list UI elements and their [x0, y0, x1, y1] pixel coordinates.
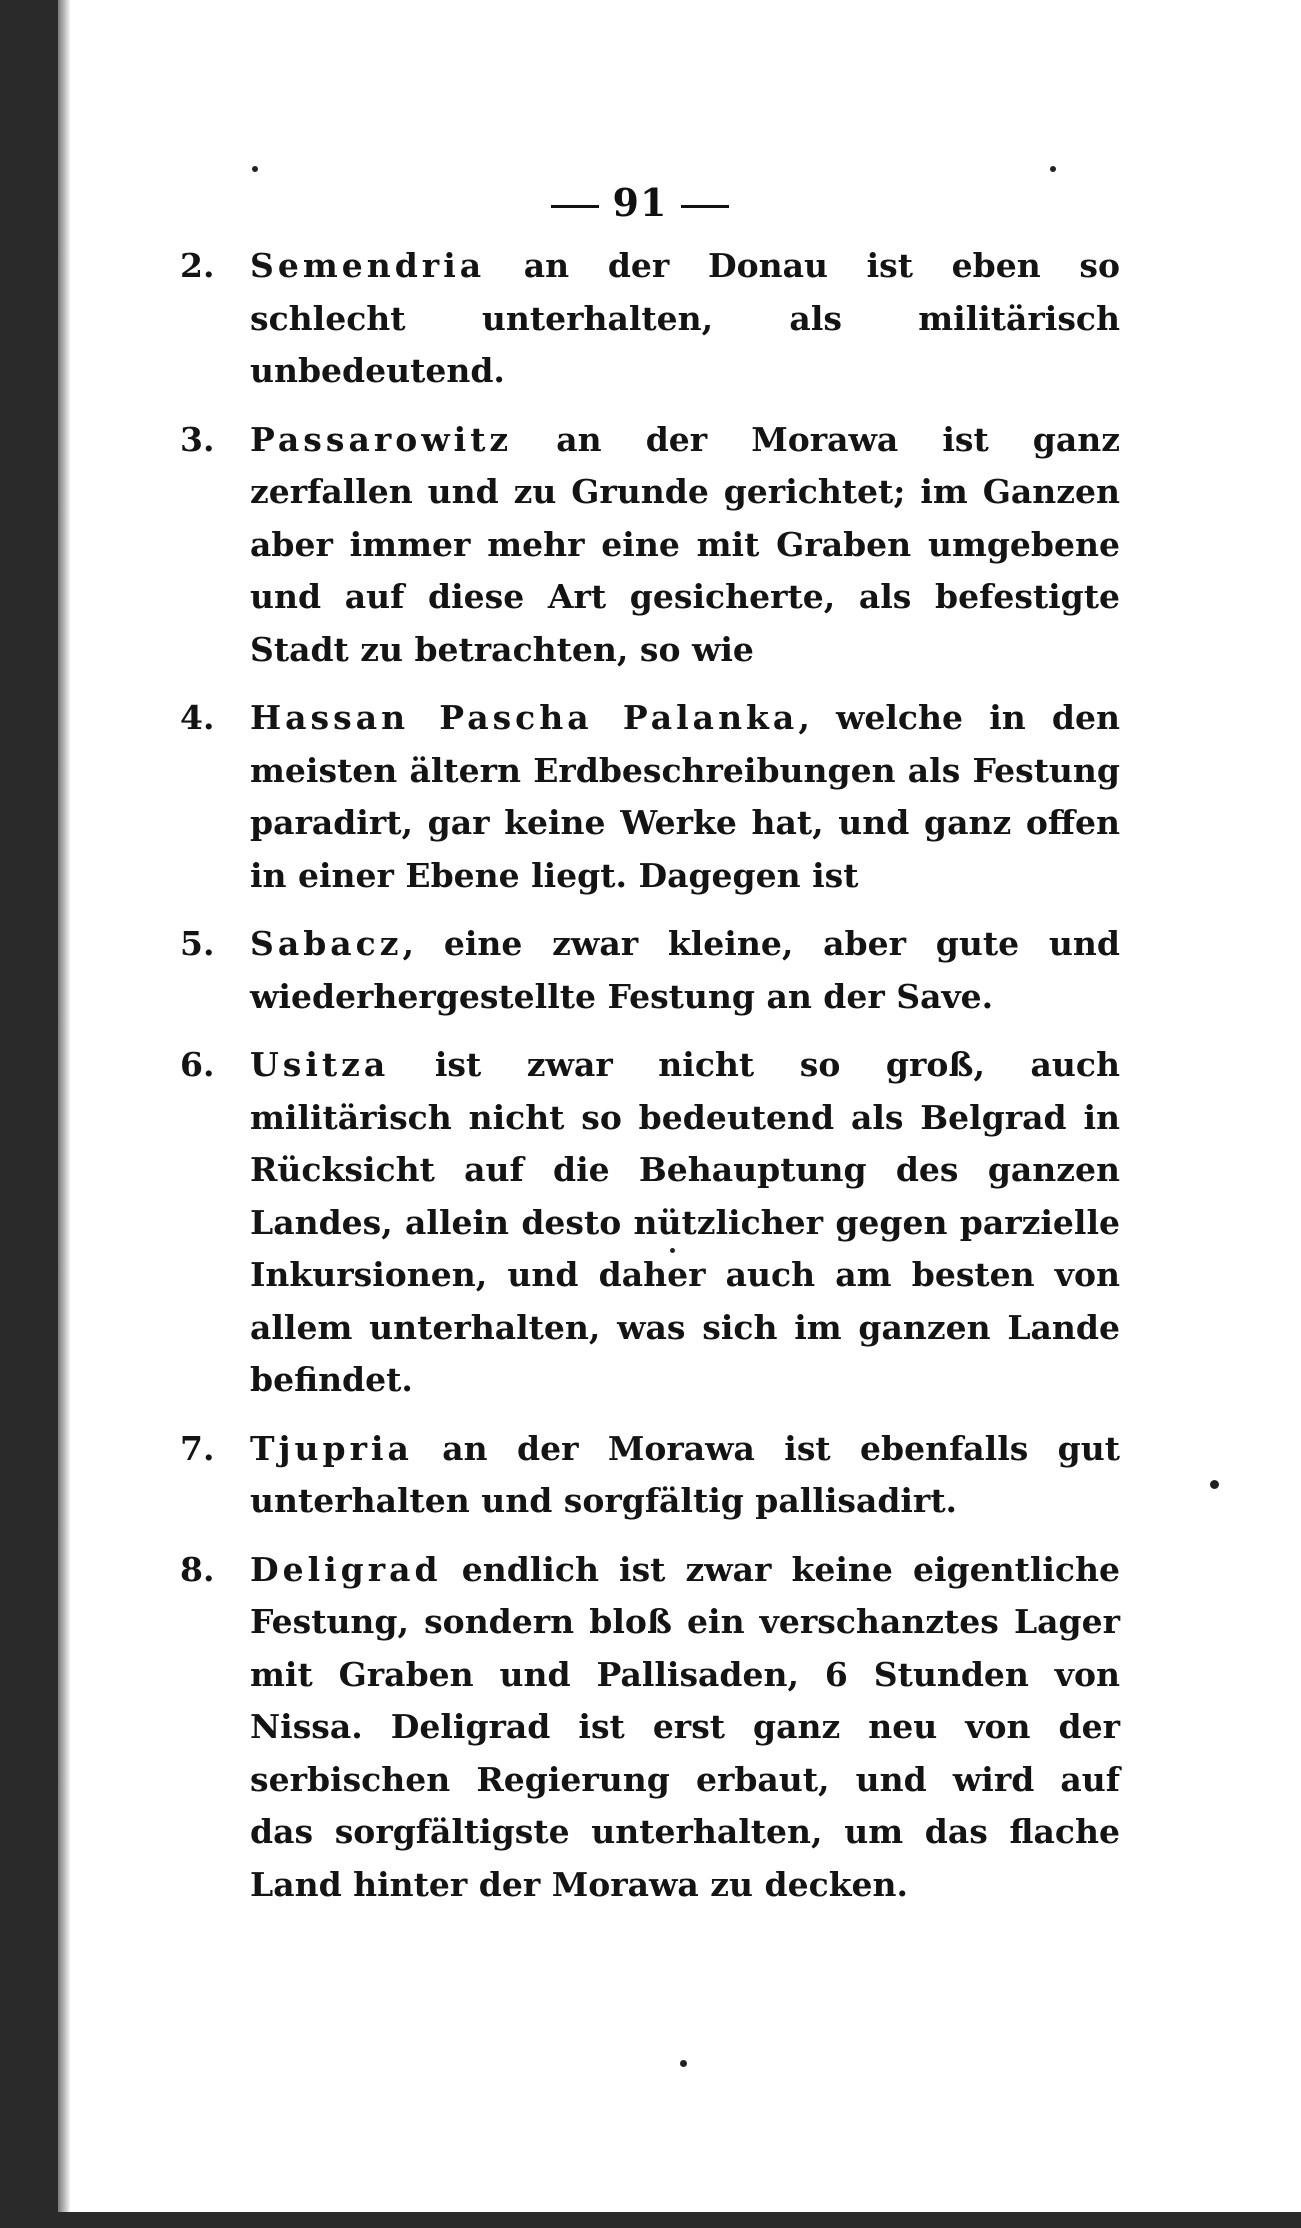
scan-speck [1210, 1480, 1219, 1489]
page-number-right-rule [681, 205, 729, 208]
place-name: Hassan Pascha Palanka [250, 698, 799, 737]
list-item [180, 240, 1120, 398]
item-number: 4. [180, 698, 215, 737]
page-number [520, 180, 760, 225]
fortress-list [180, 240, 1120, 1927]
list-item [180, 414, 1120, 677]
list-item [180, 692, 1120, 902]
scan-speck [252, 166, 258, 172]
place-name: Tjupria [250, 1428, 413, 1468]
item-text: , eine zwar kleine, aber gute und wiederhergestellte Festung an der Save. [250, 924, 1120, 1016]
place-name: Passarowitz [250, 419, 513, 459]
item-text: an der Morawa ist ebenfalls gut unterhalten und sorgfältig pallisadirt. [250, 1428, 1120, 1520]
place-name: Deligrad [250, 1549, 442, 1589]
page-number-text: 91 [612, 180, 668, 225]
bottom-scan-edge [0, 2212, 1301, 2228]
item-text: , welche in den meisten ältern Erdbeschreibungen als Festung paradirt, gar keine Werke hat, und ganz offen in einer Ebene liegt. Dagegen ist [250, 698, 1120, 895]
place-name: Sabacz [250, 924, 403, 963]
item-text: an der Morawa ist ganz zerfallen und zu Grunde gerichtet; im Ganzen aber immer mehr eine mit Graben umgebene und auf diese Art gesicherte, als befestigte Stadt zu betrachten, so wie [250, 419, 1120, 669]
book-spine-edge [0, 0, 58, 2228]
place-name: Usitza [250, 1045, 390, 1084]
item-number: 3. [180, 419, 215, 459]
item-number: 7. [180, 1428, 215, 1468]
scan-speck [1050, 166, 1056, 172]
list-item [180, 1039, 1120, 1407]
list-item [180, 1544, 1120, 1912]
item-number: 2. [180, 246, 215, 285]
item-text: an der Donau ist eben so schlecht unterhalten, als militärisch unbedeutend. [250, 246, 1120, 390]
item-number: 5. [180, 924, 215, 963]
list-item [180, 918, 1120, 1023]
place-name: Semendria [250, 246, 486, 285]
spine-shadow [58, 0, 70, 2228]
item-number: 6. [180, 1045, 215, 1084]
item-text: endlich ist zwar keine eigentliche Festung, sondern bloß ein verschanztes Lager mit Graben und Pallisaden, 6 Stunden von Nissa. Deligrad ist erst ganz neu von der serbischen Regierung erbaut, und wird auf das sorgfältigste unterhalten, um das flache Land hinter der Morawa zu decken. [250, 1549, 1120, 1904]
page-number-left-rule [551, 205, 599, 208]
item-text: ist zwar nicht so groß, auch militärisch nicht so bedeutend als Belgrad in Rücksicht auf die Behauptung des ganzen Landes, allein desto nützlicher gegen parzielle Inkursionen, und daher auch am besten von allem unterhalten, was sich im ganzen Lande befindet. [250, 1045, 1120, 1399]
scan-speck [680, 2060, 687, 2067]
list-item [180, 1423, 1120, 1528]
item-number: 8. [180, 1549, 215, 1589]
